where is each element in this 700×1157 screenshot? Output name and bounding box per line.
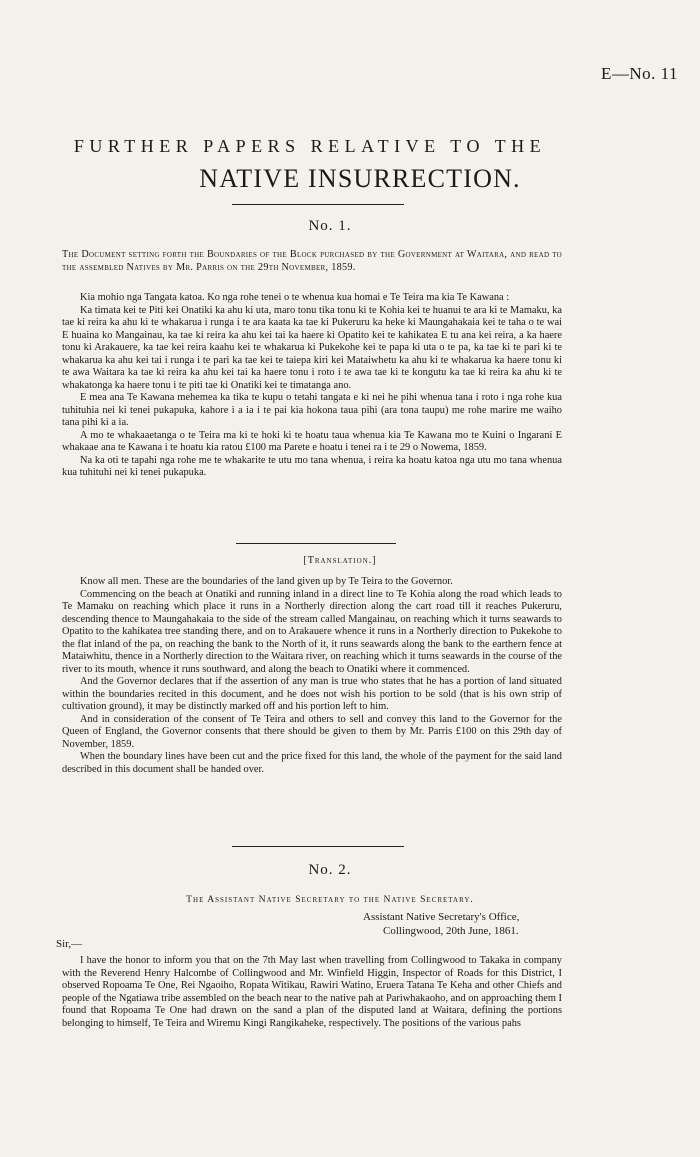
address-line-1: Assistant Native Secretary's Office, <box>363 911 520 923</box>
maori-paragraph: Na ka oti te tapahi nga rohe me te whakarite te utu mo tana whenua, i reira ka hoatu katoa nga utu mo tana whenua kua tuhituhi nei ki tenei pukapuka. <box>62 454 562 478</box>
letter-address <box>363 910 563 938</box>
doc1-number: No. 1. <box>308 218 352 234</box>
section-rule <box>236 543 396 544</box>
doc1-english-text <box>62 576 562 776</box>
doc1-heading: The Document setting forth the Boundaries of the Block purchased by the Government at Waitara, and read to the assembled Natives by Mr. Parris on the 29th November, 1859. <box>62 249 562 273</box>
address-line-2: Collingwood, 20th June, 1861. <box>383 925 519 937</box>
english-paragraph: And the Governor declares that if the assertion of any man is true who states that he has a portion of land situated within the boundaries recited in this document, and he does not wish his portion to be sold (that is his own strip of cultivation ground), it may be distinctly marked off and his portion left to him. <box>62 676 562 712</box>
maori-paragraph: E mea ana Te Kawana mehemea ka tika te kupu o tetahi tangata e ki nei he pihi whenua tana i roto i nga rohe kua tuhituhia nei ki tenei pukapuka, kahore i a ia i te pai kia hokona taua pihi (ara tona taupu) me rohe marire me waiho tana pihi ki a ia. <box>62 392 562 428</box>
salutation: Sir,— <box>56 938 83 950</box>
english-paragraph: Know all men. These are the boundaries of the land given up by Te Teira to the Governor. <box>80 576 453 587</box>
page-reference: E—No. 11 <box>600 64 678 83</box>
doc2-number: No. 2. <box>308 862 352 878</box>
title-rule <box>232 204 404 205</box>
maori-paragraph: A mo te whakaaetanga o te Teira ma ki te hoki ki te hoatu taua whenua kia Te Kawana mo te Kuini o Ingarani E whakaae ana te Kawana i te hoatu kia ratou £100 ma Parete e hoatu i tenei ra i te 29 o Nowema, 1859. <box>62 429 562 453</box>
doc2-heading: The Assistant Native Secretary to the Native Secretary. <box>186 894 474 905</box>
translation-label: [Translation.] <box>303 555 377 566</box>
doc1-maori-text <box>62 292 562 480</box>
maori-paragraph: Ka timata kei te Piti kei Onatiki ka ahu ki uta, maro tonu tika tonu ki te Kohia kei te huanui te ara ki te Mamaku, ka tae ki reira ka ahu ki te whakarua i runga i te ara kaata ka tae ki Pukeruru ka heke ki Maungahakaia kei te taha o te wai E huaina ko Mangainau, ka tae ki reira ka ahu kei tai ka haere ki Opatito kei te kahikatea E tu ana kei reira, a ka haere tonu ki Arakauere, ka tae kei reira kaahu kei te whakarua ki Pukekohe kei te papa ki uta o te pa, ka tae ki te pari ki te whakarua ka ahu kei tai i runga i te pari ka tae kei te taiepa kiri kei Mataiwhetu ka ahu ki te whakarua ka haere tonu ki te awa Waitara ka tae ki reira ka ahu kei tai ka haere tonu i roto i te awa tae ki te kongutu ka tae ki reira ka ahu ki te whakatonga ka haere tonu i te piti tae ki Onatiki kei te timatanga ano. <box>62 304 562 391</box>
letter-paragraph: I have the honor to inform you that on the 7th May last when travelling from Collingwood to Takaka in company with the Reverend Henry Halcombe of Collingwood and Mr. Winfield Higgin, Inspector of Roads for this District, I observed Ropoama Te One, Rei Ngaoiho, Ropata Witikau, Rawiri Watino, Eruera Tatana Te Keha and other Chiefs and people of the Ngatiawa tribe assembled on the beach near to the native pah at Pariwhakaoho, and on approaching them I found that Ropoama Te One had drawn on the sand a plan of the disputed land at Waitara, defining the portions belonging to himself, Te Teira and Wiremu Kingi Rangikaheke, respectively. The positions of the various pahs <box>62 955 563 1029</box>
letter-body <box>62 955 562 1030</box>
title-line-1: FURTHER PAPERS RELATIVE TO THE <box>73 136 547 156</box>
english-paragraph: And in consideration of the consent of Te Teira and others to sell and convey this land to the Governor for the Queen of England, the Governor consents that there should be given to them by Mr. Parris £100 on this 29th day of November, 1859. <box>62 713 562 750</box>
title-line-2: NATIVE INSURRECTION. <box>199 164 521 193</box>
english-paragraph: Commencing on the beach at Onatiki and running inland in a direct line to Te Kohia along the road which leads to Te Mamaku on reaching which place it runs in a Northerly direction along the cart road till it reaches Pukeruru, descending thence to Maungahakaia to the side of the stream called Mangainau, on reaching which it turns seawards to Opatito to the kahikatea tree standing there, and on to Arakauere whence it runs in a Northerly direction to Pukekohe to the flat inland of the pa, on reaching the bank to the North of it, it runs seawards along the bank to the earthern fence at Mataiwhitu, thence in a Northerly direction to the Waitara river, on reaching which it turns seawards in the course of the river to its mouth, whence it runs southward, and along the beach to Onatiki where it commenced. <box>62 588 562 675</box>
english-paragraph: When the boundary lines have been cut and the price fixed for this land, the whole of the payment for the said land described in this document shall be handed over. <box>62 751 562 775</box>
maori-paragraph: Kia mohio nga Tangata katoa. Ko nga rohe tenei o te whenua kua homai e Te Teira ma kia Te Kawana : <box>80 292 510 303</box>
section-rule-2 <box>232 846 404 847</box>
